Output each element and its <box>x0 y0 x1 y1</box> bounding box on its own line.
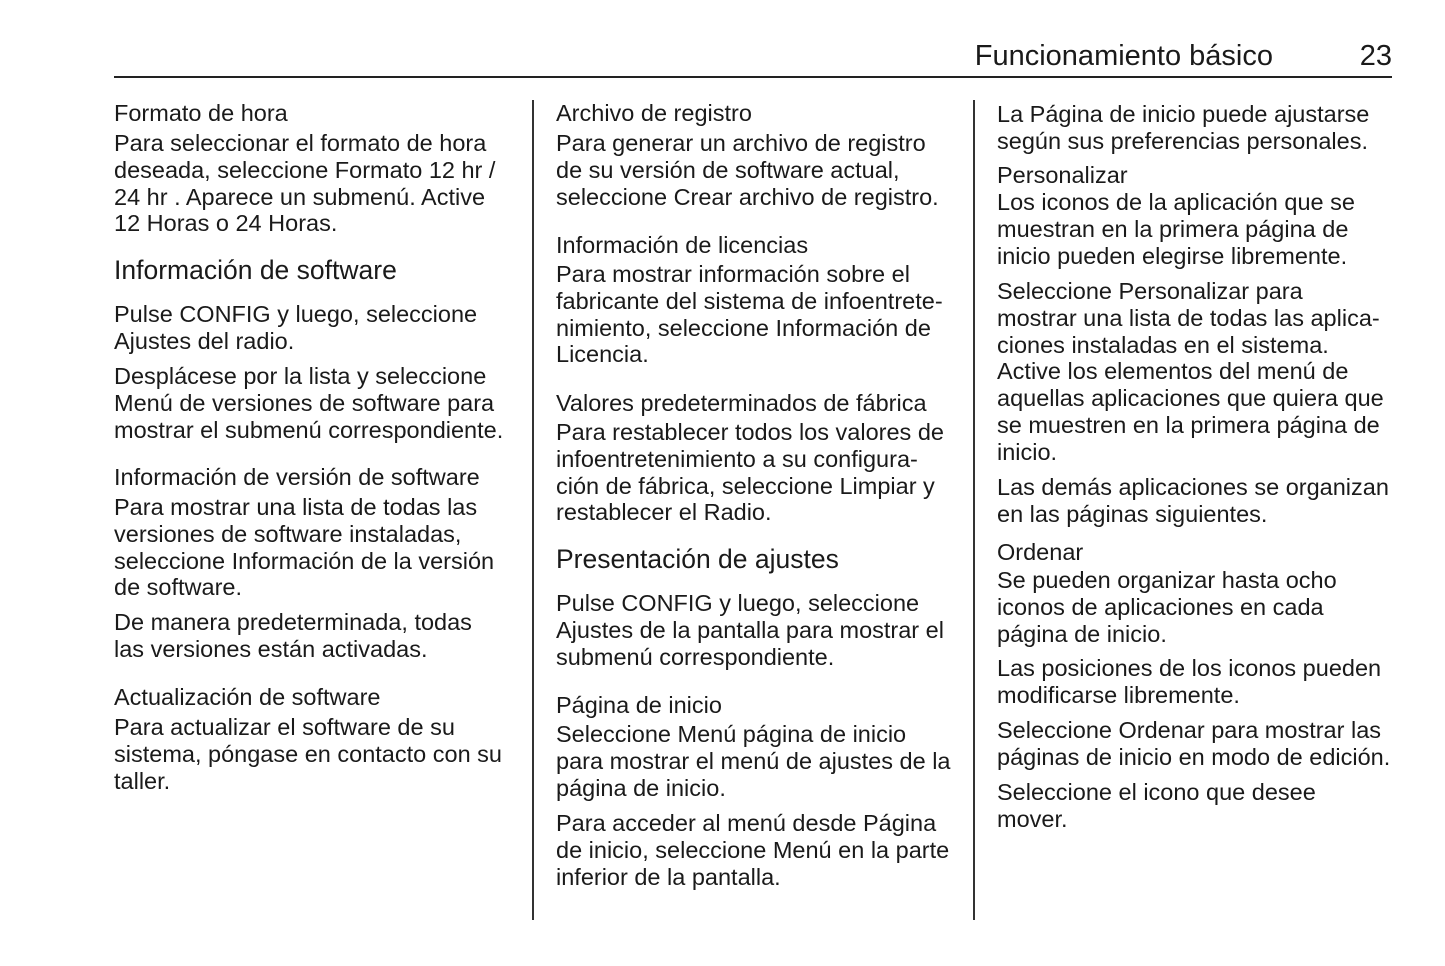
section-heading: Información de software <box>114 255 397 285</box>
paragraph: Los iconos de la aplicación que se muestran en la primera página de inicio pueden elegirse libremente. <box>997 189 1355 269</box>
paragraph: Para mostrar información sobre el fabricante del sistema de infoentrete- nimiento, seleccione Información de Licencia. <box>556 261 943 368</box>
paragraph: Para seleccionar el formato de hora deseada, seleccione Formato 12 hr / 24 hr . Aparece un submenú. Active 12 Horas o 24 Horas. <box>114 130 496 237</box>
subheading: Personalizar <box>997 162 1128 188</box>
paragraph: Pulse CONFIG y luego, seleccione Ajustes del radio. <box>114 301 478 354</box>
paragraph: Se pueden organizar hasta ocho iconos de aplicaciones en cada página de inicio. <box>997 567 1337 647</box>
paragraph: Las demás aplicaciones se organizan en las páginas siguientes. <box>997 474 1389 527</box>
paragraph: Para restablecer todos los valores de infoentretenimiento a su configura- ción de fábrica, seleccione Limpiar y restablecer el Radio. <box>556 419 944 526</box>
paragraph: Seleccione el icono que desee mover. <box>997 779 1316 832</box>
header-rule <box>114 76 1392 78</box>
column-divider <box>973 100 975 920</box>
page-number: 23 <box>1359 40 1392 72</box>
column-divider <box>532 100 534 920</box>
paragraph: La Página de inicio puede ajustarse según sus preferencias personales. <box>997 101 1370 154</box>
subheading: Página de inicio <box>556 692 722 718</box>
subheading: Ordenar <box>997 539 1084 565</box>
paragraph: Para generar un archivo de registro de su versión de software actual, seleccione Crear archivo de registro. <box>556 130 939 210</box>
subheading: Archivo de registro <box>556 100 752 126</box>
subheading: Información de licencias <box>556 232 809 258</box>
paragraph: Seleccione Personalizar para mostrar una lista de todas las aplica- ciones instaladas en el sistema. Active los elementos del menú de aquellas aplicaciones que quiera que se muestren en la primera página de inicio. <box>997 278 1384 465</box>
paragraph: Desplácese por la lista y seleccione Menú de versiones de software para mostrar el submenú correspondiente. <box>114 363 504 443</box>
subheading: Información de versión de software <box>114 464 480 490</box>
subheading: Actualización de software <box>114 684 381 710</box>
paragraph: Para acceder al menú desde Página de inicio, seleccione Menú en la parte inferior de la pantalla. <box>556 810 950 890</box>
paragraph: De manera predeterminada, todas las versiones están activadas. <box>114 609 472 662</box>
paragraph: Para mostrar una lista de todas las versiones de software instaladas, seleccione Información de la versión de software. <box>114 494 495 601</box>
paragraph: Seleccione Menú página de inicio para mostrar el menú de ajustes de la página de inicio. <box>556 721 951 801</box>
paragraph: Pulse CONFIG y luego, seleccione Ajustes de la pantalla para mostrar el submenú correspondiente. <box>556 590 944 670</box>
paragraph: Las posiciones de los iconos pueden modificarse libremente. <box>997 655 1382 708</box>
subheading: Valores predeterminados de fábrica <box>556 390 927 416</box>
section-heading: Presentación de ajustes <box>556 544 839 574</box>
subheading: Formato de hora <box>114 100 288 126</box>
running-header-title: Funcionamiento básico <box>974 40 1273 72</box>
paragraph: Para actualizar el software de su sistema, póngase en contacto con su taller. <box>114 714 502 794</box>
paragraph: Seleccione Ordenar para mostrar las páginas de inicio en modo de edición. <box>997 717 1391 770</box>
